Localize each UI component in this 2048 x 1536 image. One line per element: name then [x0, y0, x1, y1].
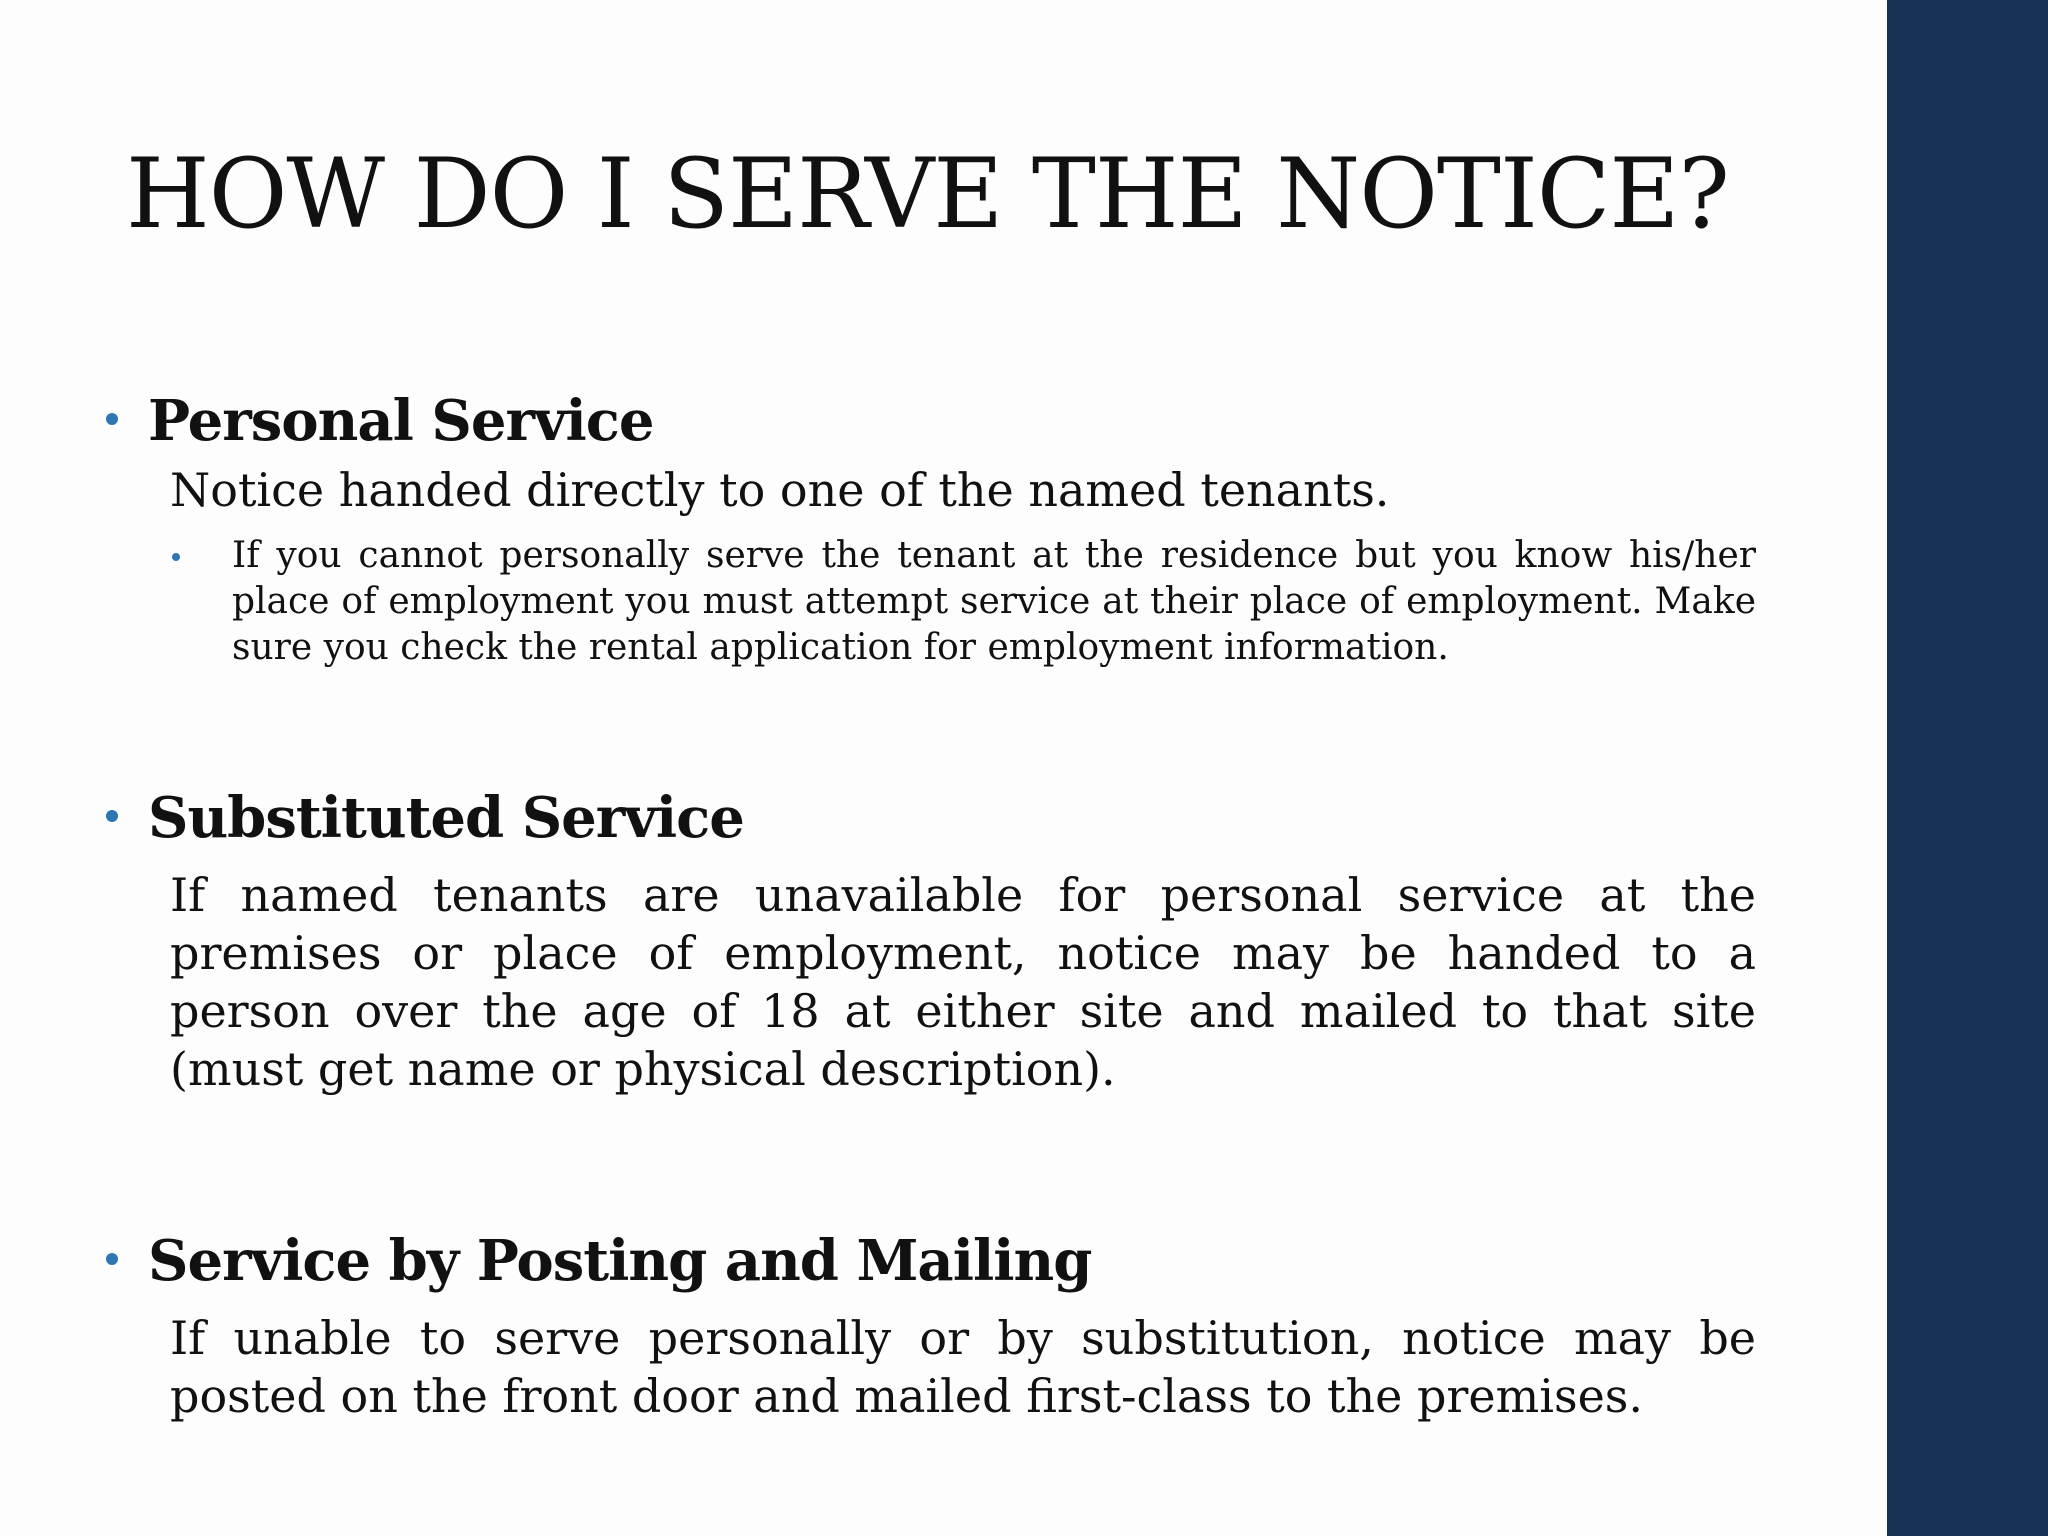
sub-bullet-text: If you cannot personally serve the tenant at the residence but you know his/her place of employment you must attempt service at their place of employment. Make sure you check the rental application for employment information. [232, 535, 1756, 668]
section-heading: Substituted Service [148, 785, 744, 851]
bullet-dot-icon [106, 413, 118, 425]
section-heading: Service by Posting and Mailing [148, 1228, 1092, 1294]
sub-bullet-item [232, 533, 1756, 671]
bullet-dot-icon [106, 810, 118, 822]
section-substituted-service [106, 782, 1756, 1098]
section-heading: Personal Service [148, 388, 654, 454]
section-personal-service [106, 385, 1756, 671]
section-posting-and-mailing [106, 1225, 1756, 1425]
section-heading-row [106, 1225, 1756, 1297]
section-heading-row [106, 385, 1756, 457]
slide-title: HOW DO I SERVE THE NOTICE? [126, 138, 1729, 250]
section-body: Notice handed directly to one of the named tenants. [170, 463, 1390, 517]
bullet-dot-icon [106, 1253, 118, 1265]
sub-bullet-dot-icon [172, 553, 180, 561]
section-body: If named tenants are unavailable for personal service at the premises or place of employment, notice may be handed to a person over the age of 18 at either site and mailed to that site (must get name or physical description). [170, 868, 1756, 1096]
accent-side-bar [1887, 0, 2048, 1536]
section-heading-row [106, 782, 1756, 854]
section-body: If unable to serve personally or by substitution, notice may be posted on the front door and mailed first-class to the premises. [170, 1311, 1756, 1423]
